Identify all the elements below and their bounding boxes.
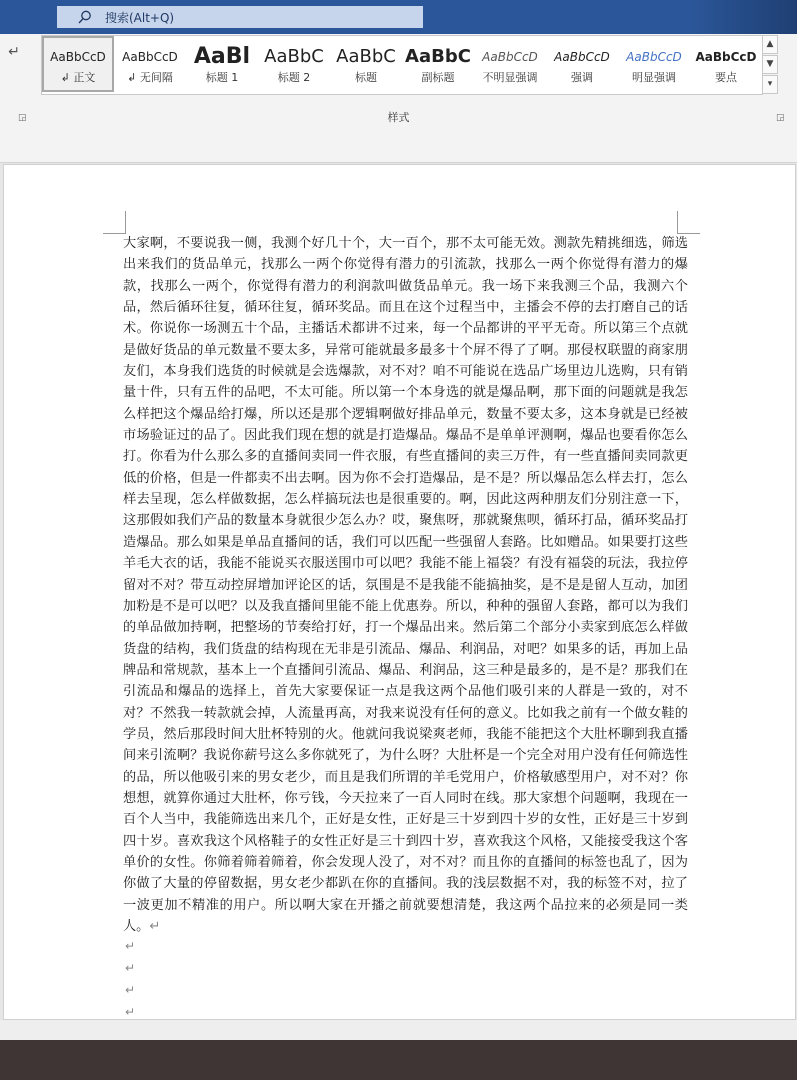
style-normal[interactable]: [42, 36, 114, 92]
style-emphasis[interactable]: [546, 36, 618, 92]
title-bar-fade: [687, 0, 797, 34]
style-sample: AaBbCcD: [482, 50, 538, 64]
taskbar-band: [0, 1040, 797, 1080]
styles-gallery: [41, 35, 763, 95]
empty-paragraph-mark: ↵: [125, 983, 136, 997]
paragraph-text: 大家啊，不要说我一侧，我测个好几十个，大一百个，那不太可能无效。测款先精挑细选，筛选出来我们的货品单元，找那么一两个你觉得有潜力的引流款，找那么一两个你觉得有潜力的爆款，找那么一两个，你觉得有潜力的利润款叫做货品单元。我一场下来我测三个品，我测六个品，然后循环往复，循环往复，循环奖品。而且在这个过程当中，主播会不停的去打磨自己的话术。你说你一场测五十个品，主播话术都讲不过来，每一个品都讲的平平无奇。所以第三个点就是做好货品的单元数量不要太多，异常可能就最多最多十个屏不得了了啊。那侵权联盟的商家朋友们，本身我们选货的时候就是会选爆款，对不对？咱不可能说在选品广场里边儿选购，只有销量十件，只有五件的品吧，不太可能。所以第一个本身选的就是爆品啊，那下面的问题就是我怎么样把这个爆品给打爆，所以还是那个逻辑啊做好排品单元，数量不要太多，这本身就是已经被市场验证过的品了。因此我们现在想的就是打造爆品。爆品不是单单评测啊，爆品也要看你怎么打。你看为什么那么多的直播间卖同一件衣服，有些直播间的卖三万件，有一些直播间卖同款更低的价格，但是一件都卖不出去啊。因为你不会打造爆品，是不是？所以爆品怎么样去打，怎么样去呈现，怎么样做数据，怎么样搞玩法也是很重要的。啊，因此这两种朋友们分别注意一下，这那假如我们产品的数量本身就很少怎么办？哎，聚焦呀，那就聚焦呗，循环打品，循环奖品打造爆品。那么如果是单品直播间的话，我们可以匹配一些强留人套路。比如赠品。如果要打这些羊毛大衣的话，我能不能说买衣服送围巾可以吧？我能不能上福袋？有没有福袋的玩法，我拉停留对不对？带互动控屏增加评论区的话，氛围是不是我能不能搞抽奖，是不是是留人互动，加团加粉是不是可以吧？以及我直播间里能不能上优惠券。所以，种种的强留人套路，都可以为我们的单品做加持啊，把整场的节奏给打好，打一个爆品出来。然后第二个部分小卖家到底怎么样做货盘的结构，我们货盘的结构现在无非是引流品、爆品、利润品，对吧？如果多的话，再加上品牌品和常规款，基本上一个直播间引流品、爆品、利润品，这三种是最多的，是不是？那我们在引流品和爆品的选择上，首先大家要保证一点是我这两个品他们吸引来的人群是一致的，对不对？不然我一转款就会掉，人流量再高，对我来说没有任何的意义。比如我之前有一个做女鞋的学员，然后那段时间大肚杯特别的火。他就问我说梁爽老师，我能不能把这个大肚杯聊到我直播间来引流啊？我说你薪号这么多你就死了，为什么呀？大肚杯是一个完全对用户没有任何筛选性的品，所以他吸引来的男女老少，而且是我们所谓的羊毛党用户，价格敏感型用户，对不对？你想想，就算你通过大肚杯，你亏钱，今天拉来了一百人同时在线。那大家想个问题啊，我现在一百个人当中，我能筛选出来几个，正好是女性，正好是三十岁到四十岁的女性，正好是三十岁到四十岁。喜欢我这个风格鞋子的女性正好是三十到四十岁，喜欢我这个风格，又能接受我这个客单价的女性。你筛着筛着筛着，你会发现人没了，对不对？而且你的直播间的标签也乱了，因为你做了大量的停留数据，男女老少都趴在你的直播间。我的浅层数据不对，我的标签不对，拉了一波更加不精准的用户。所以啊大家在开播之前就要想清楚，我这两个品拉来的必须是同一类人。: [123, 236, 688, 934]
gallery-more-icon[interactable]: ▾: [762, 75, 778, 94]
style-sample: AaBl: [193, 44, 251, 69]
style-heading-1[interactable]: [186, 36, 258, 92]
style-subtle-emphasis[interactable]: [474, 36, 546, 92]
style-intense-emphasis[interactable]: [618, 36, 690, 92]
style-sample: AaBbC: [336, 46, 396, 67]
margin-corner-top-left: [103, 211, 126, 234]
style-no-spacing[interactable]: [114, 36, 186, 92]
gallery-scroll-down-icon[interactable]: ▼: [762, 55, 778, 74]
style-title[interactable]: [330, 36, 402, 92]
paragraph-mark-toggle-icon[interactable]: ↵: [8, 44, 20, 60]
style-label: 标题 2: [277, 71, 311, 84]
styles-dialog-launcher-icon[interactable]: ◲: [776, 113, 785, 123]
style-sample: AaBbCcD: [50, 50, 106, 64]
style-label: 明显强调: [632, 71, 676, 84]
style-sample: AaBbC: [264, 46, 324, 67]
gallery-scroll-up-icon[interactable]: ▲: [762, 35, 778, 54]
margin-corner-top-right: [677, 211, 700, 234]
style-label: 标题 1: [205, 71, 239, 84]
style-sample: AaBbCcD: [626, 50, 682, 64]
empty-paragraph-mark: ↵: [125, 1005, 136, 1019]
style-label: 要点: [715, 71, 737, 84]
style-label: 强调: [571, 71, 593, 84]
search-placeholder: 搜索(Alt+Q): [105, 10, 175, 25]
paragraph-dialog-launcher-icon[interactable]: ◲: [18, 113, 27, 123]
style-label: ↲ 正文: [60, 71, 96, 84]
style-sample: AaBbC: [405, 46, 471, 67]
style-label: 标题: [355, 71, 377, 84]
gallery-scroll: [762, 35, 778, 95]
style-sample: AaBbCcD: [554, 50, 610, 64]
style-heading-2[interactable]: [258, 36, 330, 92]
document-body[interactable]: [123, 233, 688, 937]
document-page[interactable]: [3, 164, 796, 1020]
style-sample: AaBbCcD: [695, 50, 757, 64]
search-icon: [77, 9, 93, 25]
search-box[interactable]: [57, 6, 423, 28]
style-sample: AaBbCcD: [122, 50, 178, 64]
style-label: 不明显强调: [482, 71, 538, 84]
style-strong[interactable]: [690, 36, 762, 92]
empty-paragraph-mark: ↵: [125, 939, 136, 953]
style-label: ↲ 无间隔: [127, 71, 173, 84]
paragraph-mark: ↵: [149, 919, 161, 934]
status-gap: [0, 1020, 797, 1040]
empty-paragraph-mark: ↵: [125, 961, 136, 975]
style-label: 副标题: [421, 71, 455, 84]
styles-group-label: 样式: [387, 111, 410, 124]
style-subtitle[interactable]: [402, 36, 474, 92]
title-bar: [0, 0, 797, 34]
